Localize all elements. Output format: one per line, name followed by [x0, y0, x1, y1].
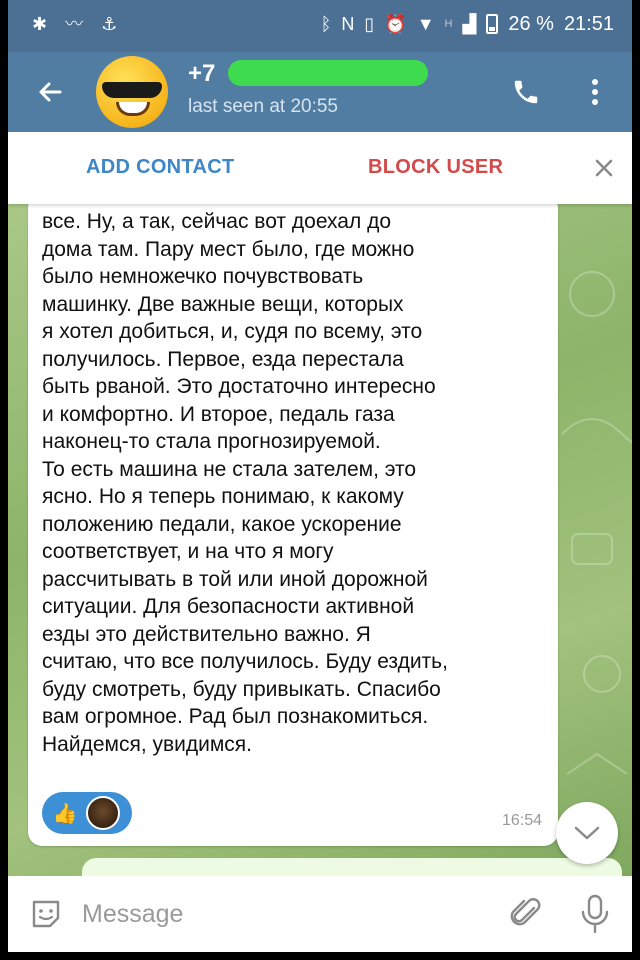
block-user-button[interactable]: BLOCK USER: [368, 156, 504, 178]
redaction-mark: [228, 60, 428, 86]
emoji-button[interactable]: [28, 896, 64, 932]
bluetooth-icon: ᛒ: [320, 14, 332, 34]
status-left-icons: [32, 12, 117, 36]
signal-chart-icon: 〰: [65, 14, 84, 34]
avatar[interactable]: [96, 56, 168, 128]
microphone-icon: [578, 892, 612, 936]
close-action-bar-button[interactable]: [588, 152, 620, 184]
status-right-icons: [321, 12, 614, 36]
battery-icon: [486, 14, 498, 34]
contact-name[interactable]: +7: [188, 60, 216, 87]
anchor-icon: ⚓: [101, 14, 118, 34]
wifi-icon: ▼: [416, 14, 435, 34]
message-bubble[interactable]: [28, 204, 558, 846]
alarm-icon: ⏰: [384, 14, 407, 34]
chat-header: [8, 52, 632, 132]
paperclip-icon: [506, 894, 546, 934]
chat-area[interactable]: [8, 204, 632, 876]
status-time: 21:51: [563, 13, 614, 35]
more-vertical-icon: [591, 78, 599, 106]
wallpaper-doodle-icon: [552, 234, 632, 834]
message-time: 16:54: [501, 812, 542, 829]
message-text: все. Ну, а так, сейчас вот доехал до дома там. Пару мест было, где можно было немножечко почувствовать машинку. Две важные вещи, которых я хотел добиться, и, судя по всему, это получилось. Первое, езда перестала быть рваной. Это достаточно интересно и комфортно. И второе, педаль газа наконец-то стала прогнозируемой. То есть машина не стала зателем, это ясно. Но я теперь понимаю, к какому положению педали, какое ускорение соответствует, и на что я могу рассчитывать в той или иной дорожной ситуации. Для безопасности активной езды это действительно важно. Я считаю, что все получилось. Буду ездить, буду смотреть, буду привыкать. Спасибо вам огромное. Рад был познакомиться. Найдемся, увидимся.: [42, 210, 448, 756]
message-composer: [8, 876, 632, 952]
status-bar: [8, 0, 632, 52]
chevron-down-icon: [573, 824, 601, 842]
back-button[interactable]: [30, 72, 70, 112]
telegram-chat-screen: [8, 0, 632, 960]
thumbs-up-icon: 👍: [52, 802, 78, 825]
arrow-left-icon: [36, 78, 64, 106]
battery-percent: 26 %: [508, 13, 554, 35]
more-options-button[interactable]: [580, 70, 610, 114]
scroll-to-bottom-button[interactable]: [556, 802, 618, 864]
close-icon: [588, 152, 620, 184]
attach-button[interactable]: [506, 894, 546, 934]
avatar-smile: [116, 102, 150, 116]
nfc-icon: N: [341, 14, 355, 34]
outgoing-message-bubble[interactable]: [82, 858, 622, 876]
reactor-avatar: [86, 796, 120, 830]
phone-icon: [511, 77, 541, 107]
reaction-badge[interactable]: [42, 792, 132, 834]
cellular-signal-icon: ▟: [462, 14, 477, 34]
network-type: H: [444, 18, 453, 30]
fan-icon: ✱: [32, 14, 48, 34]
call-button[interactable]: [504, 70, 548, 114]
add-contact-button[interactable]: ADD CONTACT: [86, 156, 235, 178]
nav-bar-edge: [8, 952, 632, 960]
vibrate-icon: ▯: [364, 14, 375, 34]
voice-message-button[interactable]: [578, 892, 612, 936]
message-input[interactable]: [82, 892, 482, 936]
contact-action-bar: [8, 132, 632, 204]
last-seen-status: last seen at 20:55: [188, 96, 338, 117]
sunglasses-emoji-avatar: [102, 82, 162, 98]
sticker-smile-icon: [28, 896, 64, 932]
